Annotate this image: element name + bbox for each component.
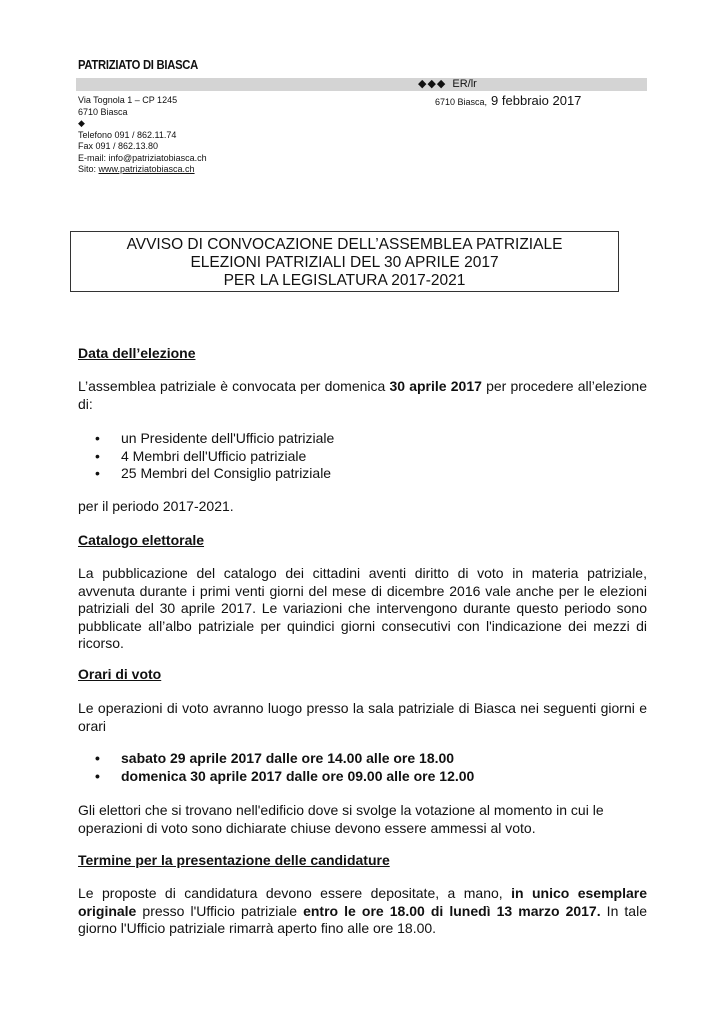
email: E-mail: info@patriziatobiasca.ch [78, 152, 207, 163]
termine-text: Le proposte di candidatura devono essere depositate, a mano, in unico esemplare originale presso l'Ufficio patriziale entro le ore 18.00 di lunedì 13 marzo 2017. In tale giorno l'Ufficio patriziale rimarrà aperto fino alle ore 18.00. [78, 885, 647, 936]
catalogo-text: La pubblicazione del catalogo dei cittadini aventi diritto di voto in materia patriziale, avvenuta durante i primi venti giorni del mese di dicembre 2016 vale anche per le elezioni patriziali del 30 aprile 2017. Le variazioni che intervengono durante questo periodo sono pubblicate all’albo patriziale per quindici giorni consecutivi con l'indicazione dei mezzi di ricorso. [78, 565, 647, 651]
diamond-icons: ◆◆◆ [418, 78, 447, 90]
header-bar [76, 78, 647, 91]
reference-code: ER/lr [452, 78, 477, 90]
section-heading-termine: Termine per la presentazione delle candidature [78, 852, 390, 868]
organization-name: PATRIZIATO DI BIASCA [78, 58, 199, 72]
reference [418, 78, 477, 91]
list-item: • 4 Membri dell'Ufficio patriziale [95, 447, 307, 464]
place-date [435, 93, 581, 108]
website-link[interactable]: www.patriziatobiasca.ch [98, 164, 195, 174]
date: 9 febbraio 2017 [491, 93, 582, 108]
orari-intro: Le operazioni di voto avranno luogo presso la sala patriziale di Biasca nei seguenti giorni e orari [78, 700, 647, 734]
place: 6710 Biasca, [435, 97, 488, 107]
election-intro: L’assemblea patriziale è convocata per domenica 30 aprile 2017 per procedere all’elezione di: [78, 378, 647, 412]
orari-list [78, 750, 474, 785]
election-period: per il periodo 2017-2021. [78, 498, 234, 514]
title-line: AVVISO DI CONVOCAZIONE DELL’ASSEMBLEA PATRIZIALE [126, 236, 563, 253]
list-item: • un Presidente dell'Ufficio patriziale [95, 430, 335, 446]
address-block [78, 95, 207, 176]
website-line [78, 164, 207, 176]
title-line: PER LA LEGISLATURA 2017-2021 [223, 272, 466, 289]
election-list [78, 430, 334, 483]
election-date: 30 aprile 2017 [389, 378, 482, 394]
fax: Fax 091 / 862.13.80 [78, 141, 159, 151]
orari-closing: Gli elettori che si trovano nell'edificio dove si svolge la votazione al momento in cui le operazioni di voto sono dichiarate chiuse devono essere ammessi al voto. [78, 802, 604, 836]
section-heading-orari: Orari di voto [78, 666, 162, 682]
section-heading-catalogo: Catalogo elettorale [78, 532, 205, 548]
list-item: • sabato 29 aprile 2017 dalle ore 14.00 alle ore 18.00 [95, 750, 455, 766]
list-item: • 25 Membri del Consiglio patriziale [95, 465, 332, 481]
phone: Telefono 091 / 862.11.74 [78, 129, 177, 140]
diamond-icon: ◆ [78, 118, 85, 128]
list-item: • domenica 30 aprile 2017 dalle ore 09.00 alle ore 12.00 [95, 767, 475, 784]
address-line: 6710 Biasca [78, 106, 128, 117]
section-heading-data-elezione: Data dell’elezione [78, 345, 196, 361]
website-label: Sito: [78, 164, 99, 174]
address-line: Via Tognola 1 – CP 1245 [78, 95, 178, 105]
notice-title [70, 231, 619, 292]
title-line: ELEZIONI PATRIZIALI DEL 30 APRILE 2017 [190, 254, 499, 271]
